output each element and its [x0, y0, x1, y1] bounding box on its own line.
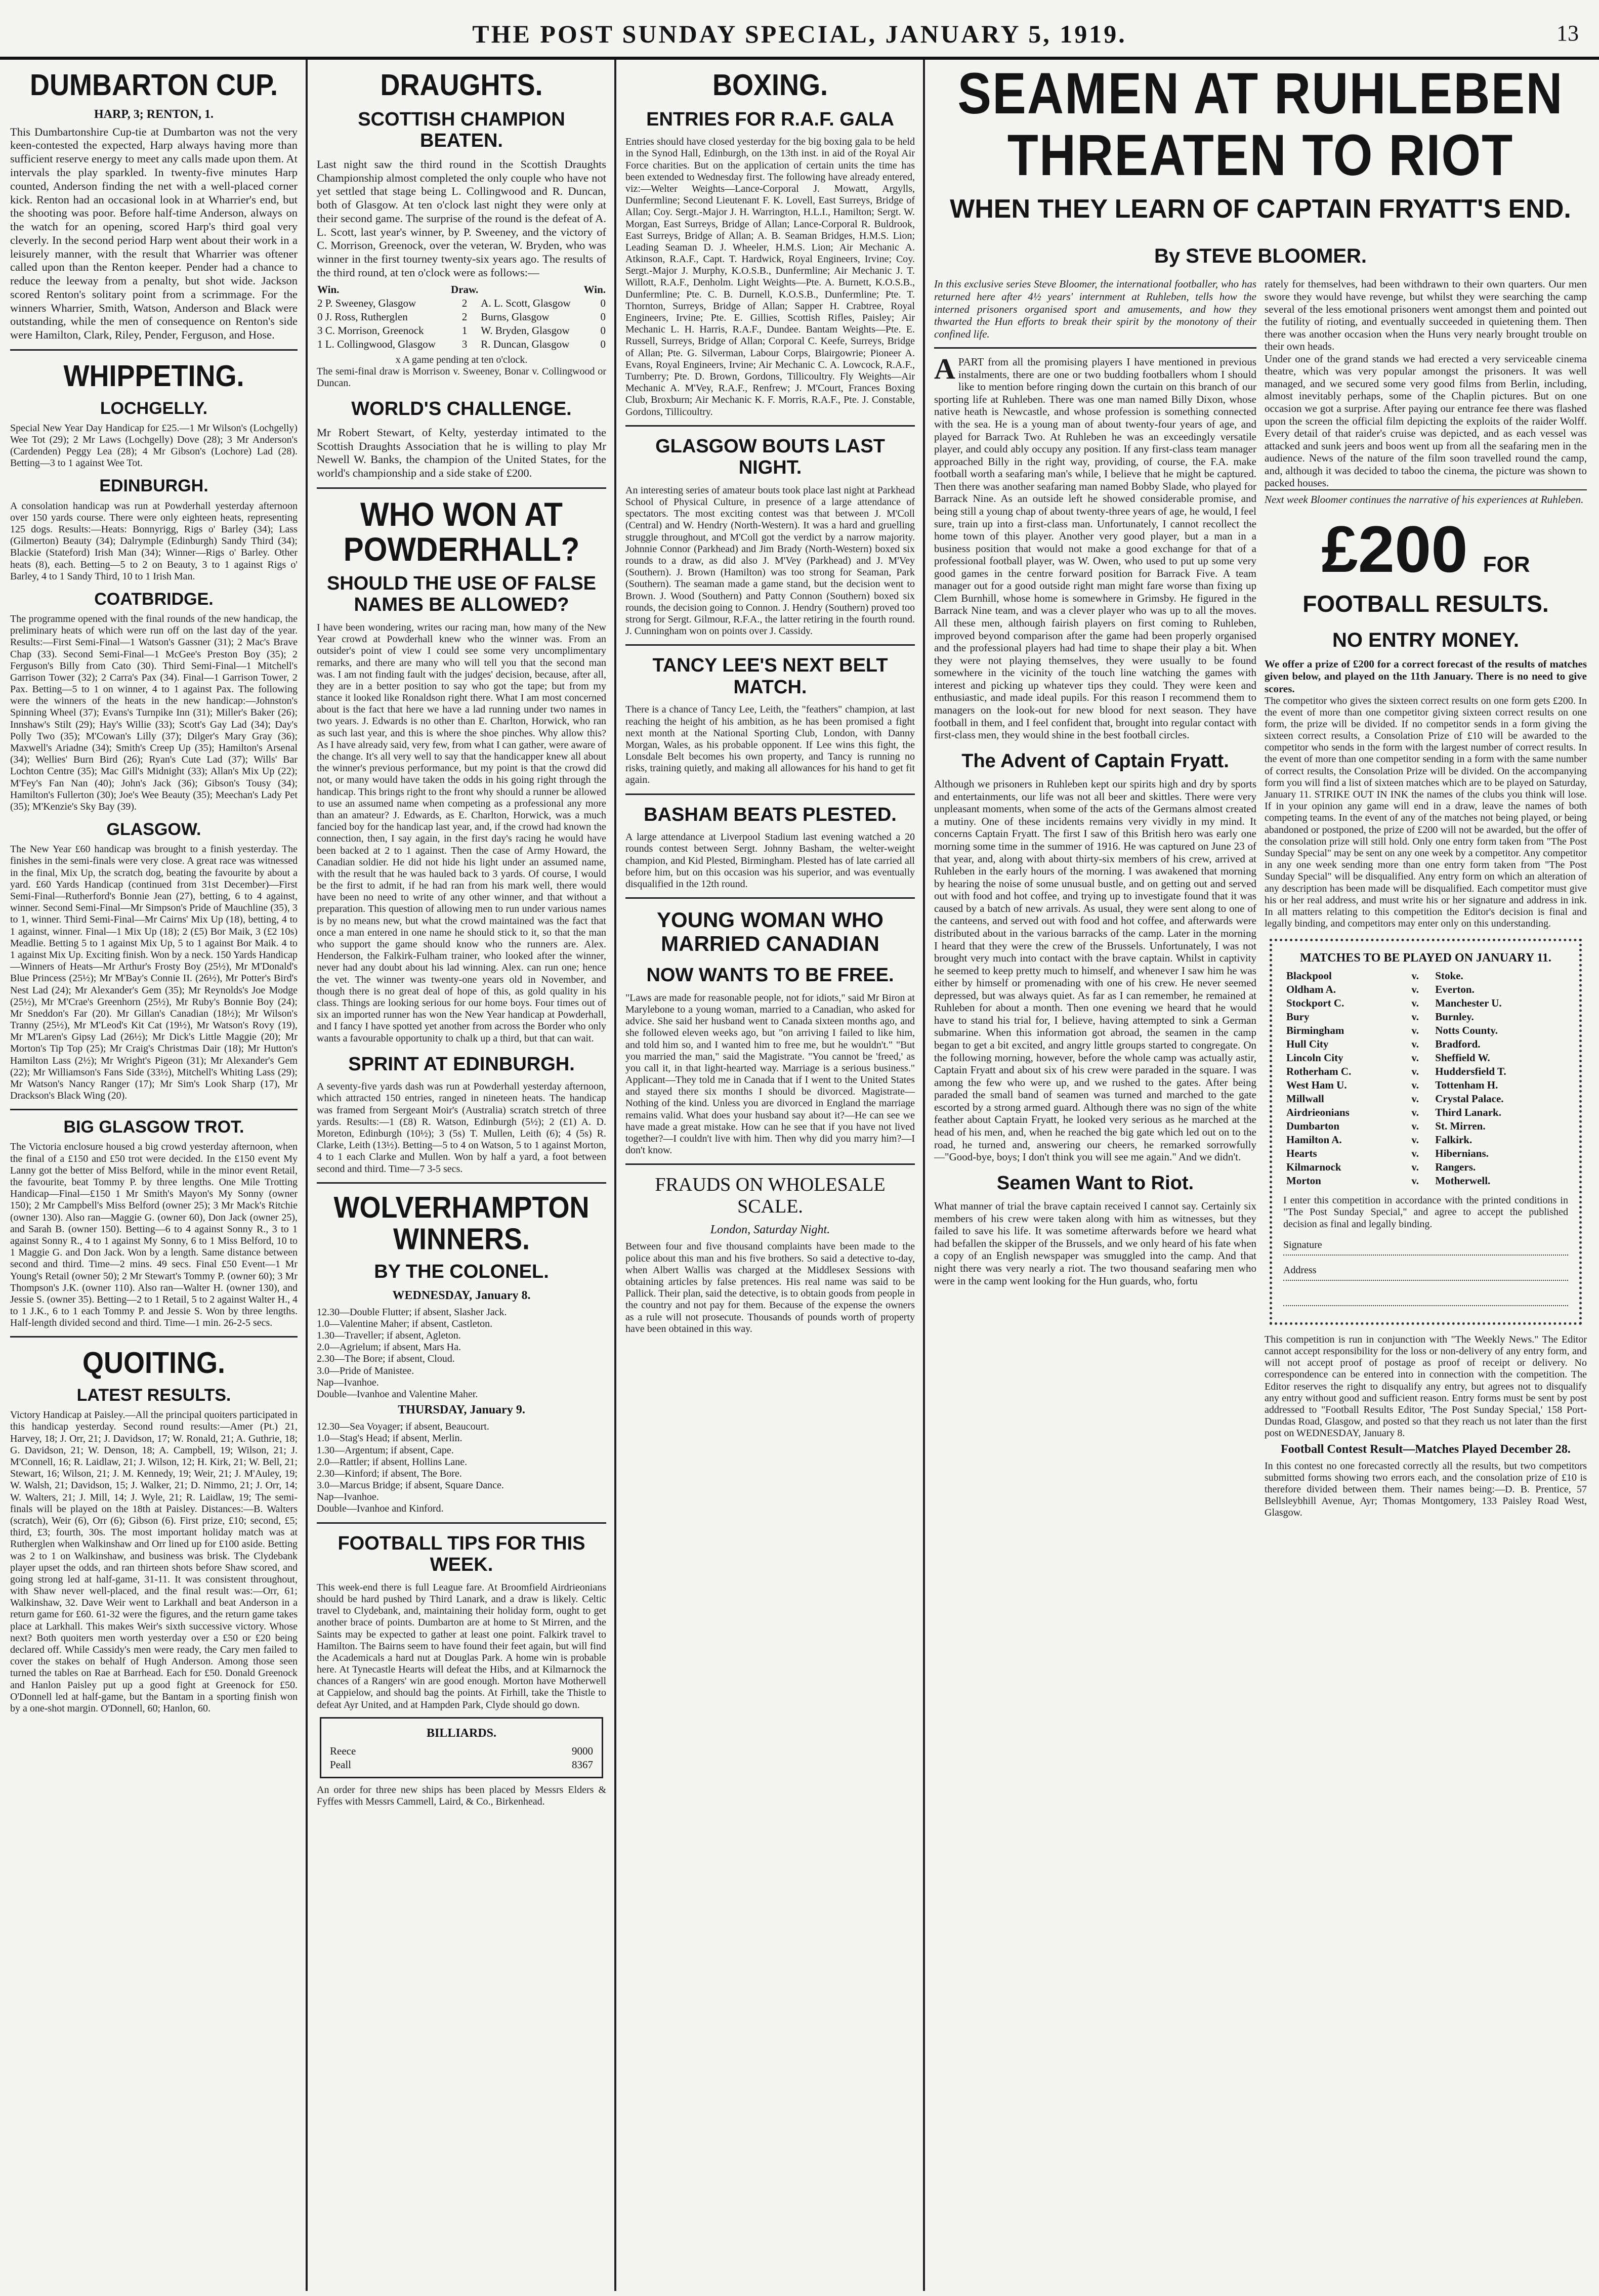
draughts-table-note: x A game pending at ten o'clock.: [395, 354, 528, 365]
wants-free-subheading: NOW WANTS TO BE FREE.: [646, 965, 894, 986]
no-entry-money-heading: NO ENTRY MONEY.: [1332, 629, 1519, 652]
match-row[interactable]: [1283, 1106, 1568, 1119]
match-row[interactable]: [1283, 1133, 1568, 1147]
page-number: 13: [1556, 21, 1579, 46]
frauds-article: Between four and five thousand complaints have been made to the police about this man and his five brothers. So said a detective to-day, when Albert Wallis was charged at the Middlesex Sessions with obtaining articles by false pretences. His real name was said to be Pallick. Their plan, said the detective, is to obtain goods from people in the country and not pay for them. Because of the expense the owners as a rule will not prosecute. Thousands of pounds worth of property have been obtained in this way.: [625, 1241, 915, 1334]
advent-heading: The Advent of Captain Fryatt.: [961, 750, 1229, 772]
versus: v.: [1411, 1011, 1419, 1023]
divider: [317, 1522, 606, 1524]
headline-line: THREATEN TO RIOT: [1007, 122, 1514, 188]
coatbridge-heading: COATBRIDGE.: [94, 589, 214, 609]
divider: [625, 644, 915, 646]
table-cell: 1 L. Collingwood, Glasgow: [317, 338, 436, 350]
headline-line: SEAMEN AT RUHLEBEN: [957, 61, 1564, 127]
contest-result-heading: Football Contest Result—Matches Played December 28.: [1281, 1442, 1571, 1456]
home-team[interactable]: Birmingham: [1286, 1024, 1344, 1037]
whippeting-heading: WHIPPETING.: [63, 359, 244, 393]
match-row[interactable]: [1283, 1078, 1568, 1092]
selection-line: 1.0—Stag's Head; if absent, Merlin.: [317, 1433, 462, 1444]
table-cell: 9000: [572, 1744, 593, 1757]
away-team[interactable]: Manchester U.: [1435, 997, 1502, 1010]
prize-contest-panel: [1265, 512, 1587, 1519]
match-row[interactable]: [1283, 1147, 1568, 1160]
ruhleben-right-column: [1265, 278, 1587, 1519]
thursday-heading: THURSDAY, January 9.: [398, 1403, 525, 1417]
selection-line: 3.0—Pride of Manistee.: [317, 1365, 414, 1376]
ruhleben-headline: [934, 63, 1587, 186]
address-field-line[interactable]: [1283, 1290, 1568, 1306]
table-cell: A. L. Scott, Glasgow: [481, 297, 571, 309]
column-1: [3, 60, 305, 2291]
home-team[interactable]: Morton: [1286, 1175, 1321, 1187]
versus: v.: [1411, 1134, 1419, 1146]
table-cell: 0 J. Ross, Rutherglen: [317, 310, 408, 323]
table-header: Win.: [583, 283, 606, 296]
wednesday-heading: WEDNESDAY, January 8.: [392, 1288, 531, 1302]
away-team[interactable]: Bradford.: [1435, 1038, 1481, 1051]
frauds-dateline: London, Saturday Night.: [710, 1223, 830, 1237]
home-team[interactable]: Stockport C.: [1286, 997, 1344, 1010]
home-team[interactable]: Rotherham C.: [1286, 1065, 1352, 1078]
selection-line: Double—Ivanhoe and Valentine Maher.: [317, 1388, 478, 1400]
matches-heading: MATCHES TO BE PLAYED ON JANUARY 11.: [1300, 951, 1551, 965]
selection-line: Nap—Ivanhoe.: [317, 1376, 379, 1388]
next-week-note: Next week Bloomer continues the narrative of his experiences at Ruhleben.: [1265, 489, 1587, 506]
home-team[interactable]: Blackpool: [1286, 970, 1332, 982]
versus: v.: [1411, 1175, 1419, 1187]
ruhleben-continued-top: rately for themselves, had been withdrawn to their own quarters. Our men swore they would have revenge, but whilst they were searching the camp several of the less emotional prisoners went amongst them and pointed out the futility of rioting, and eventually succeeded in quietening them. Then there was another occasion when the Huns very nearly brought trouble on their own heads.: [1265, 278, 1587, 353]
versus: v.: [1411, 1038, 1419, 1051]
away-team[interactable]: Falkirk.: [1435, 1134, 1472, 1146]
draughts-article: Last night saw the third round in the Scottish Draughts Championship almost completed the only couple who have not yet settled that stage being L. Collingwood and R. Duncan, both of Glasgow. At ten o'clock last night they were only at their second game. The surprise of the round is the defeat of A. L. Scott, last year's winner, by P. Sweeney, and the victory of C. Morrison, Greenock, over the veteran, W. Bryden, who was winner in the first tourney twenty-six years ago. The results of the third round, at ten o'clock were as follows:—: [317, 157, 606, 279]
young-woman-article: "Laws are made for reasonable people, not for idiots," said Mr Biron at Marylebone to a young woman, married to a Canadian, who asked for advice. She said her husband went to Canada sixteen months ago, and she followed eleven weeks ago, but "on arriving I failed to like him, and told him so, and I wanted him to free me, but he wouldn't." "But you married the man," said the Magistrate. "You cannot be 'freed,' as you call it, in that light-hearted way. Marriage is a serious business." Applicant—They told me in Canada that if I went to the United States and stayed there six months I should be divorced. Magistrate—Nothing of the kind. Unless you are divorced in England the marriage remains valid. What does your husband say about it?—He can see we have made a great mistake. How can he see that if you have not lived together?—I couldn't live with him. Then why did you marry him?—I don't know.: [625, 992, 915, 1156]
glasgow-article: The New Year £60 handicap was brought to a finish yesterday. The finishes in the semi-finals were very close. A great race was witnessed in the final, Mix Up, the scratch dog, beating the favourite by about a yard. £60 Yards Handicap (continued from 31st December)—First Semi-Final—Rutherford's Bonnie Jean (27), betting, 6 to 4 against, winner. Second Semi-Final—Mr Simpson's Pride of Mauchline (35), 3 to 1, winner. Third Semi-Final—Mr Cairns' Mix Up (18), betting, 4 to 1 against, winner. Final—1 Mix Up (18); 2 (£5) Bor Maik, 3 (£2 10s) Meadlie. Betting 5 to 1 against Mix Up, 5 to 1 against Bor Maik. 4 to 1 against Mix Up. Exciting finish. Won by a neck. 150 Yards Handicap—Winners of Heats—Mr Arthur's Frosty Boy (25½), Mr M'Donald's Blue Princess (25½); Mr M'Bay's Connie II. (26½), Mr Potter's Bird's Nest Lad (24); Mr Alexander's Gem (35); Mr Reynolds's Joe Modge (25½), Mr M'Crae's Greenhorn (25½), Mr Ruby's Bonnie Boy (24); Mr Sneddon's Far (20). Mr Gillan's Canadian (18½); Mr Wilson's Tranny (25½), Mr M'Leod's Kit Cat (19½), Mr Watson's Rovy (19), Mr M'Laren's Gipsy Lad (26½); Mr Dick's Little Maggie (20); Mr Morton's Tip Top (25); Mr Craig's Christmas Dair (18); Mr Hutton's Hamilton Lass (2½); Mr Wright's Pigeon (31); Mr Alexander's Gem (22); Mr Williamson's Fans Side (33½), Mitchell's Whiting Lass (29); Mr Watson's Nancy Ranger (17); Mr Sim's Look Sharp (17), Mr Drackson's Black Wing (20).: [10, 844, 298, 1102]
match-row[interactable]: [1283, 983, 1568, 996]
home-team[interactable]: Lincoln City: [1286, 1052, 1343, 1064]
coatbridge-article: The programme opened with the final rounds of the new handicap, the preliminary heats of which were run off on the last day of the year. Results:—First Semi-Final—1 Watson's Gassner (31); 2 Mac's Brave Chap (33). Second Semi-Final—1 McGee's Preston Boy (35); 2 Ferguson's Billy from Cato (30). Third Semi-Final—1 Mitchell's Garrison Tower (32); 2 Carra's Pax (34). Final—1 Garrison Tower, 2 Pax. Betting—5 to 1 on winner, 4 to 1 against Pax. The following were the winners of the heats in the new handicap:—Johnston's Spinning Wheel (37); Evans's Turnpike Inn (31); Miller's Baker (26); Innshaw's Stilt (29); Hay's Willie (33); Scott's Gay Lad (34); Day's Polly Two (35); M'Cowan's Lilly (37); Dilger's Mary Gray (36); Maxwell's Ariadne (34); Smith's Creep Up (35); Hamilton's Arsenal (34); Wellies' Burn Bird (26); Ryan's Cute Lad (37); Wills' Bar Lochton Centre (35); Mac Gill's Midnight (33); Allan's Mix Up (22); M'Fey's Fan Nan (40); John's Jack (36); Gibson's Tousy (34); Hamilton's Fullerton (30); Joe's Wee Beauty (35); Meechan's Lady Pet (35); M'Kenzie's Sky Bay (39).: [10, 613, 298, 812]
billiards-table: [329, 1744, 594, 1772]
newspaper-title: THE POST SUNDAY SPECIAL, JANUARY 5, 1919.: [472, 20, 1127, 48]
selection-line: 1.30—Argentum; if absent, Cape.: [317, 1444, 454, 1456]
glasgow-heading: GLASGOW.: [106, 820, 201, 840]
ruhleben-intro: In this exclusive series Steve Bloomer, the international footballer, who has returned here after 4½ years' internment at Ruhleben, tells how the interned prisoners organised sport and amusements, and how they thwarted the Hun efforts to break their spirit by the monotony of their confined life.: [934, 278, 1256, 340]
versus: v.: [1411, 1161, 1419, 1174]
ruhleben-article-part3: What manner of trial the brave captain received I cannot say. Certainly six members of his crew were taken along with him as witnesses, but they failed to save his life. It was sometime afterwards before we heard what had befallen the skipper of the Brussels, and we only heard of his fate when a copy of an English newspaper was smuggled into the camp. And that night there was very nearly a riot. The two thousand seafaring men who were in the camp went looking for the Hun guards, who, fortu: [934, 1200, 1256, 1287]
versus: v.: [1411, 1065, 1419, 1078]
ruhleben-cinema-text: Under one of the grand stands we had erected a very serviceable cinema theatre, which was very popular amongst the prisoners. It was well managed, and we secured some very good films from Berlin, including, almost inevitably perhaps, some of the Chaplin pictures. But on one occasion we got a surprise. After paying our entrance fee there was flashed upon the screen the official film depicting the exploits of the raider Wolff. Every detail of that raider's cruise was depicted, and as each vessel was attacked and sunk jeers and boos went up from all the seafaring men in the audience. News of the nature of the film soon travelled round the camp, and, although it was decided to taboo the cinema, the picture was shown to packed houses.: [1265, 352, 1587, 489]
ruhleben-left-column: [934, 278, 1256, 1519]
away-team[interactable]: Crystal Palace.: [1435, 1093, 1504, 1105]
divider: [317, 487, 606, 489]
selection-line: 2.30—The Bore; if absent, Cloud.: [317, 1353, 455, 1365]
versus: v.: [1411, 970, 1419, 982]
frauds-heading: FRAUDS ON WHOLESALE SCALE.: [655, 1174, 886, 1217]
billiards-heading: BILLIARDS.: [426, 1726, 497, 1740]
away-team[interactable]: Rangers.: [1435, 1161, 1476, 1174]
sprint-article: A seventy-five yards dash was run at Powderhall yesterday afternoon, which attracted 150 entries, ranged in nineteen heats. The handicap was framed from Sergeant Moir's (Australia) scratch stretch of three yards. Results:—1 (£8) R. Watson, Edinburgh (5½); 2 (£1) A. D. Moreton, Edinburgh (10½); 3 (5s) T. Mullen, Leith (6); 4 (5s) R. Clarke, Leith (13½). Betting—5 to 4 on Watson, 5 to 1 against Morton, 4 to 1 each Clarke and Mullen. Won by half a yard, a foot between second and third. Time—7 3-5 secs.: [317, 1081, 606, 1175]
table-cell: 2 P. Sweeney, Glasgow: [317, 297, 416, 309]
home-team[interactable]: Bury: [1286, 1011, 1310, 1023]
lochgelly-article: Special New Year Day Handicap for £25.—1 Mr Wilson's (Lochgelly) Wee Tot (29); 2 Mr Laws (Lochgelly) Dove (28); 3 Mr Anderson's (Cardenden) Peggy Lea (28); 4 Mr Gibson's (Lochore) Lad (28). Betting—3 to 1 against Wee Tot.: [10, 422, 298, 469]
worlds-challenge-heading: WORLD'S CHALLENGE.: [351, 398, 572, 420]
table-row: [329, 1758, 594, 1772]
prize-for-text: FOR: [1483, 552, 1530, 577]
draughts-subheading: SCOTTISH CHAMPION BEATEN.: [358, 108, 565, 152]
match-row[interactable]: [1283, 1092, 1568, 1106]
selection-line: 1.30—Traveller; if absent, Agleton.: [317, 1330, 461, 1342]
table-cell: 0: [600, 324, 606, 337]
billiards-box: [320, 1717, 603, 1778]
football-results-heading: FOOTBALL RESULTS.: [1302, 590, 1549, 617]
draughts-semi-final-note: The semi-final draw is Morrison v. Sweeney, Bonar v. Collingwood or Duncan.: [317, 365, 606, 389]
divider: [10, 1109, 298, 1110]
trot-article: The Victoria enclosure housed a big crowd yesterday afternoon, when the final of a £150 and £50 trot were decided. In the £150 event My Lanny got the better of Miss Belford, while in the minor event Retail, the favourite, beat Tommy P. by three lengths. One Mile Trotting Handicap—Final—£150 1 Mr Smith's Mayon's My Sonny (owner 150); 2 Mr Campbell's Miss Belford (owner 25); 3 Mr Mack's Ritchie (owner 130). Also ran—Maggie G. (owner 60), Don Jack (owner 25), and Sarah B. (owner 150). Betting—6 to 4 against Sonny R., 3 to 1 against Sonny R., 4 to 1 against My Sonny, 6 to 1 Miss Belford, 10 to 1 Maggie G. and Don Jack. Won by a length. Same distance between second and third. Time—2 mins. 49 secs. Final £50 Event—1 Mr Young's Retail (owner 50); 2 Mr Stewart's Tommy P. (owner 60); 3 Mr Thompson's J.K. (owner 110). Also ran—Walter H. (owner 130), and Jessie S. (owner 35). Betting—2 to 1 Retail, 5 to 2 against Walter H., 4 to 1 J.K., 6 to 1 each Tommy P. and Jessie S. Won by three lengths. Half-length divided second and third. Time—1 min. 26-2-5 secs.: [10, 1141, 298, 1329]
selection-line: 3.0—Marcus Bridge; if absent, Square Dance.: [317, 1480, 504, 1491]
home-team[interactable]: Hearts: [1286, 1147, 1317, 1160]
home-team[interactable]: Dumbarton: [1286, 1120, 1340, 1133]
column-2: [310, 60, 613, 2291]
table-header: Draw.: [451, 283, 479, 296]
table-cell: 3 C. Morrison, Greenock: [317, 324, 424, 337]
dumbarton-cup-heading: DUMBARTON CUP.: [29, 68, 278, 102]
ships-order-article: An order for three new ships has been placed by Messrs Elders & Fyffes with Messrs Cammell, Laird, & Co., Birkenhead.: [317, 1784, 606, 1807]
selection-line: Double—Ivanhoe and Kinford.: [317, 1503, 444, 1515]
ruhleben-body: [934, 278, 1587, 1519]
raf-gala-article: Entries should have closed yesterday for the big boxing gala to be held in the Synod Hall, Edinburgh, on the 13th inst. in aid of the Royal Air Force charities. But on the application of certain units the time has been extended to Wednesday first. The following have already entered, viz:—Welter Weights—Lance-Corporal J. Mowatt, Argylls, Dunfermline; Second Lieutenant F. K. Lovell, East Surreys, Bridge of Allan; Coy. Sergt.-Major J. H. Warrington, H.L.I., Hamilton; Sergt. W. Morgan, East Surreys, Bridge of Allan; Lance-Corporal R. Buldrook, East Surreys, Bridge of Allan; A. B. Seaman Bridges, H.M.S. Lion; Leading Seaman D. J. Wheeler, H.M.S. Lion; Air Mechanic A. Atkinson, R.A.F., Capt. T. Hardwick, Royal Engineers, Irvine; Coy. Sergt.-Major J. Murphy, K.O.S.B., Dunfermline; Air Mechanic J. T. Willott, R.A.F., Denholm. Light Weights—Pte. A. Burnett, K.O.S.B., Dunfermline; Pte. C. B. Durnell, K.O.S.B., Dunfermline; Pte. T. Thornton, Surreys, Bridge of Allan; Sapper H. Crabtree, Royal Engineers, Irvine; Pte. E. Gillies, Scottish Rifles, Paisley; Air Mechanic L. H. Harris, R.A.F., Dundee. Bantam Weights—Pte. E. Russell, Surreys, Bridge of Allan; Corporal C. Keefe, Surreys, Bridge of Allan; Pte. G. Silverman, Labour Corps, Blairgowrie; Pioneer A. Evans, Royal Engineers, Irvine; Air Mechanic C. A. Lowcock, R.A.F., Turnberry; Pte. D. Brown, Gordons, Tillicoultry. Fly Weights—Air Mechanic A. M'Vey, R.A.F., Renfrew; J. M'Court, Frances Boxing Club, Broxburn; Air Mechanic K. F. Morris, R.A.F., Pte. J. Constable, Gordons, Tillicoultry.: [625, 136, 915, 418]
versus: v.: [1411, 1052, 1419, 1064]
match-row[interactable]: [1283, 1119, 1568, 1133]
table-cell: 8367: [572, 1758, 593, 1771]
table-cell: Burns, Glasgow: [481, 310, 550, 323]
prize-heading: [1265, 512, 1587, 586]
draughts-heading: DRAUGHTS.: [380, 68, 543, 102]
prize-offer-text: We offer a prize of £200 for a correct forecast of the results of matches given below, and played on the 11th January. There is no need to give scores.: [1265, 657, 1587, 695]
divider: [625, 897, 915, 899]
table-cell: 0: [600, 338, 606, 350]
divider: [625, 425, 915, 427]
versus: v.: [1411, 1024, 1419, 1037]
entry-form: [1270, 939, 1582, 1325]
worlds-challenge-article: Mr Robert Stewart, of Kelty, yesterday intimated to the Scottish Draughts Association that he is willing to play Mr Newell W. Banks, the champion of the United States, for the world's championship and a side stake of £200.: [317, 426, 606, 480]
away-team[interactable]: Motherwell.: [1435, 1175, 1491, 1187]
powderhall-article: I have been wondering, writes our racing man, how many of the New Year crowd at Powderhall knew who the winner was. From an outsider's point of view I could see some very uncomplimentary remarks, and there are many who will tell you that the second man was. I am not finding fault with the judges' decision, because, after all, they are in a better position to say who got the tape; but from my stance it looked like Ronaldson right there. What I am most concerned about is the fact that here we have a lad running under two names in two years. J. Edwards is no other than E. Charlton, Horwick, who ran as such last year, and this is where the shoe pinches. Why allow this? As I have already said, very few, from what I can gather, were aware of the change. It's all very well to say that the handicapper knew all about the winner's previous performance, but my point is that the crowd did not, or many would have taken the odds in his going right through the handicap. This brings right to the front why should a runner be allowed to use an assumed name when competing as a professional any more than an amateur? J. Edwards, as E. Charlton, Horwick, was a much fancied boy for the handicap last year, and, if the crowd had known the connection, then, I say again, in the first day's racing he would have been backed at 2 to 1 against. Then the case of Army Howard, the Canadian soldier. He did not hide his light under an assumed name, with the result that he was hauled back to 3 yards. Of course, I would be the first to admit, if he had ran from his mark well, there would have been no need to write of any other winner, and that without a preparation. This question of allowing men to run under various names is by no means new, but what the crowd maintained was the fact that once a man entered in one name he should stick to it, so that the man who support the game should know who the runners are. Alex. Henderson, the Falkirk-Fulham trainer, who looked after the winner, never had any doubt about his lad winning. Alex. can run one; hence the vet. The winner was twenty-one years old in November, and though there is no great deal of hope of this, as gold quality in his class. Things are looking serious for our home boys. Four times out of six an imported runner has won the New Year handicap at Powderhall, and I fancy I have spotted yet another from across the Border who only wants a favourable opportunity to chalk up a third, but that can wait.: [317, 621, 606, 1044]
selection-line: 12.30—Double Flutter; if absent, Slasher Jack.: [317, 1306, 507, 1318]
selection-line: 2.0—Rattler; if absent, Hollins Lane.: [317, 1456, 468, 1468]
home-team[interactable]: West Ham U.: [1286, 1079, 1347, 1092]
prize-amount: £200: [1321, 512, 1468, 586]
powderhall-subheading: SHOULD THE USE OF FALSE NAMES BE ALLOWED?: [326, 572, 597, 616]
match-row[interactable]: [1283, 1037, 1568, 1051]
edinburgh-heading: EDINBURGH.: [99, 476, 208, 496]
away-team[interactable]: Third Lanark.: [1435, 1106, 1501, 1119]
match-row[interactable]: [1283, 1010, 1568, 1024]
quoiting-article: Victory Handicap at Paisley.—All the principal quoiters participated in this handicap yesterday. Second round results:—Amer (Pt.) 21, Harvey, 18; J. Orr, 21; J. Davidson, 17; W. Ronald, 21; A. Guthrie, 18; G. Davidson, 21; W. Denson, 18; A. Campbell, 19; Wilson, 21; J. M'Connell, 16; R. Laidlaw, 21; J. Wilson, 12; H. Kirk, 21; W. Bell, 21; Stewart, 16; Wilson, 21; J. M. Kennedy, 19; Weir, 21; J. M'Auley, 19; W. Walsh, 21; Davidson, 15; J. Walker, 21; D. Nimmo, 21; J. Orr, 14; W. Walters, 21; J. Mill, 14; J. Wyle, 21; R. Laidlaw, 19; The semi-finals will be played on the 18th at Paisley. Distances:—B. Walters (scratch), Weir (6), Orr (6); Gibson (6). First prize, £10; second, £5; third, £3; fourth, 30s. The most important holiday match was at Rutherglen when Walkinshaw and Orr lined up for £100 aside. Betting was 2 to 1 on Walkinshaw, and business was brisk. The Clydebank player upset the odds, and ran thirteen shots before Shaw scored, and going strong led at half-game, 31-11. It was consistent throughout, with Shaw never well-placed, and the final result was:—Orr, 61; Walkinshaw, 32. Dave Weir went to Larkhall and beat Anderson in a return game for £60. 61-32 were the figures, and the return game takes place at Larkhall. This makes Weir's sixth successive victory. Whose next? Both quoiters men worth yesterday over a £50 or £20 being declared off. While Cassidy's men were ready, the Cary men failed to cover the stakes on behalf of Hugh Anderson. Among those seen turned the tables on Rae at Barrhead. Each for £50. Donald Greenock and Hanlon Paisley put up a good fight at Greenock for £50. O'Donnell led at half-game, but the Bantam in a sporting finish won by a one-shot margin. O'Donnell, 60; Hanlon, 60.: [10, 1409, 298, 1714]
table-cell: 0: [600, 297, 606, 309]
sprint-heading: SPRINT AT EDINBURGH.: [348, 1053, 575, 1075]
latest-results-heading: LATEST RESULTS.: [76, 1386, 231, 1405]
table-row: [317, 310, 606, 324]
powderhall-heading: WHO WON AT POWDERHALL?: [343, 495, 580, 568]
selection-line: 2.30—Kinford; if absent, The Bore.: [317, 1468, 462, 1479]
matches-table: [1283, 969, 1568, 1188]
versus: v.: [1411, 1106, 1419, 1119]
table-cell: 3: [461, 338, 468, 350]
table-cell: Peall: [330, 1758, 351, 1771]
versus: v.: [1411, 1093, 1419, 1105]
basham-article: A large attendance at Liverpool Stadium last evening watched a 20 rounds contest between Sergt. Johnny Basham, the welter-weight champion, and Kid Plested, Birmingham. Plested has of late carried all before him, but on this occasion was his superior, and was eventually disqualified in the 12th round.: [625, 831, 915, 890]
away-team[interactable]: Sheffield W.: [1435, 1052, 1490, 1064]
basham-heading: BASHAM BEATS PLESTED.: [644, 804, 897, 825]
column-divider: [614, 60, 616, 2291]
wolverhampton-heading: WOLVERHAMPTON WINNERS.: [333, 1190, 590, 1256]
divider: [10, 1336, 298, 1338]
lochgelly-heading: LOCHGELLY.: [100, 398, 208, 418]
table-cell: 1: [461, 324, 468, 337]
away-team[interactable]: Hibernians.: [1435, 1147, 1489, 1160]
dumbarton-result: HARP, 3; RENTON, 1.: [94, 107, 214, 121]
home-team[interactable]: Millwall: [1286, 1093, 1324, 1105]
table-row: [317, 338, 606, 351]
match-row[interactable]: [1283, 1160, 1568, 1174]
divider: [10, 349, 298, 351]
ruhleben-article-part2: Although we prisoners in Ruhleben kept our spirits high and dry by sports and entertainments, our life was not all beer and skittles. There were very unpleasant moments, when some of the acts of the Germans almost created a mutiny. One of these incidents remains very vividly in my mind. It concerns Captain Fryatt. The first I saw of this British hero was early one morning some time in the summer of 1916. He was captured on June 23 of that year, and, along with about thirty-six members of his crew, arrived at Ruhleben in the early hours of the morning. I was awakened that morning by hearing the noise of some unusual bustle, and on getting out and served out with food and hot coffee, and trying up to investigate found that it was caused by a batch of new arrivals. As usual, they were sent along to one of the canteens, and served out with food and hot coffee, and afterwards were distributed about in the various barracks of the camp. Later in the morning I heard that they were the crew of the Brussels. Unfortunately, I was not brought very much into contact with the brave captain. Whilst in captivity he seemed to keep pretty much to himself, and whenever I saw him he was either by himself or promenading with one of his crew. He never seemed depressed, but was always quiet. As far as I can remember, he remained at Ruhleben for about a month. Then one evening we heard that he would have to stand his trial for, I believe, having attempted to sink a German submarine. When this information got abroad, the seamen in the camp began to get a bit excited, and angry little groups started to congregate. On the following morning, however, before the whole camp was actually astir, Captain Fryatt and about six of his crew were paraded in the square. I was among the few who were up, and we rushed to the gates. After being paraded the small band of seamen was turned and marched to the gate escorted by a strong armed guard. Although there was no sign of the white feather about Captain Fryatt, he looked very serious as he marched at the head of his men, and, when he reached the big gate which led out on to the road, he turned and, answering our cheers, he remarked sorrowfully—"Good-bye, boys; I don't think you will see me again." And we didn't.: [934, 778, 1256, 1163]
raf-gala-heading: ENTRIES FOR R.A.F. GALA: [646, 108, 894, 130]
selection-line: 2.0—Agrielum; if absent, Mars Ha.: [317, 1342, 461, 1353]
table-cell: Reece: [330, 1744, 356, 1757]
home-team[interactable]: Hamilton A.: [1286, 1134, 1342, 1146]
divider: [625, 794, 915, 795]
tancy-lee-article: There is a chance of Tancy Lee, Leith, the "feathers" champion, at last reaching the height of his ambition, as he has been promised a fight next month at the National Sporting Club, London, with Danny Morgan, Wales, as his probable opponent. If Lee wins this fight, the Lonsdale Belt becomes his own property, and Tancy is running no risks, training quietly, and making all allowances for his hand to get fit again.: [625, 704, 915, 786]
column-divider: [923, 60, 925, 2291]
match-row[interactable]: [1283, 1051, 1568, 1065]
away-team[interactable]: Notts County.: [1435, 1024, 1498, 1037]
divider: [934, 347, 1256, 349]
address-field[interactable]: [1283, 1265, 1568, 1281]
away-team[interactable]: Everton.: [1435, 983, 1475, 996]
table-row: [317, 324, 606, 338]
selection-line: Nap—Ivanhoe.: [317, 1491, 379, 1503]
versus: v.: [1411, 983, 1419, 996]
young-woman-heading: YOUNG WOMAN WHO MARRIED CANADIAN: [657, 908, 883, 956]
selection-line: 1.0—Valentine Maher; if absent, Castleton.: [317, 1318, 493, 1329]
versus: v.: [1411, 1147, 1419, 1160]
away-team[interactable]: Burnley.: [1435, 1011, 1474, 1023]
versus: v.: [1411, 1079, 1419, 1092]
byline: By STEVE BLOOMER.: [1154, 245, 1367, 268]
glasgow-bouts-heading: GLASGOW BOUTS LAST NIGHT.: [655, 435, 885, 479]
home-team[interactable]: Oldham A.: [1286, 983, 1336, 996]
table-cell: 2: [461, 297, 468, 309]
entry-agreement: I enter this competition in accordance with the printed conditions in "The Post Sunday Special," and agree to accept the published decision as final and legally binding.: [1283, 1195, 1568, 1230]
column-4: [927, 60, 1594, 2291]
away-team[interactable]: Huddersfield T.: [1435, 1065, 1506, 1078]
contest-result-text: In this contest no one forecasted correctly all the results, but two competitors submitted forms showing two errors each, and the consolation prize of £10 is therefore divided between them. Their names being:—D. B. Prentice, 57 Bellsleybhill Avenue, Ayr; Thomas Montgomery, 133 Paisley Road West, Glasgow.: [1265, 1460, 1587, 1519]
match-row[interactable]: [1283, 1024, 1568, 1037]
seamen-riot-heading: Seamen Want to Riot.: [996, 1172, 1194, 1194]
away-team[interactable]: St. Mirren.: [1435, 1120, 1486, 1133]
ruhleben-article-part1: APART from all the promising players I have mentioned in previous instalments, there are one or two budding footballers whom I should like to mention before ringing down the curtain on this branch of our sporting life at Ruhleben. There was one man named Billy Dixon, whose native heath is Newcastle, and whose profession is something connected with the sea. He is a young man of about twenty-four years of age, and played for Barrack Two. At Ruhleben he was an exceedingly versatile player, and could ably occupy any position. If any first-class team manager approached Billy in the right way, providing, of course, the F.A. make football worth a seafaring man's while, I believe that he might be captured. Then there was another seafaring man named Bobby Slade, who played for Barrack Nine. As an outside left he showed considerable promise, and being still a young chap of about twenty-three years of age, he would, I feel sure, train up into a first-class man. Unfortunately, I cannot recollect the home town of this player. Another very good player, but a man in a business position that would not make a good exchange for that of a professional football player, was W. Owen, who used to put up some very good games in the centre forward position for Barrack Five. A team manager out for a good outside right man might fare worse than fixing up Clem Burnhill, whose home is somewhere in Grimsby. He figured in the Barrack Nine team, and was a clever player who was up to all the moves. All these men, although fairish players on first coming to Ruhleben, improved beyond comparison after the game had been properly organised and the professional players had had time to shape their play a bit. When they were not playing themselves, they were usually to be found somewhere in the vicinity of the touch line watching the games with interest and picking up whatever tips they could. They were keen and enthusiastic, and made ideal pupils. For this reason I recommend them to managers on the look-out for new blood for next season. They have football in them, and I feel confident that, brought into regular contact with first-class men, they would shine in the best football circles.: [934, 352, 1256, 741]
selection-line: 12.30—Sea Voyager; if absent, Beaucourt.: [317, 1421, 489, 1433]
glasgow-bouts-article: An interesting series of amateur bouts took place last night at Parkhead School of Physical Culture, in presence of a large attendance of spectators. The most exciting contest was that between J. M'Coll (Central) and W. Hendry (North-Western). It was a hard and gruelling struggle throughout, and M'Coll got the verdict by a narrow majority. Johnnie Connor (Parkhead) and Jim Brady (North-Western) boxed six rounds to a draw, as did also J. M'Vey (Parkhead) and J. M'Vey (Southern). J. Brown (Hamilton) was too strong for Seaman, Park (Southern). The seaman made a game stand, but the decision went to Brown. J. Wood (Southern) and Patty Connon (Southern) boxed six rounds, the decision going to Connon. J. Hendry (Southern) proved too strong for Sergt. Gilmour, R.F.A., the latter retiring in the fourth round. J. Cunningham won on points over J. Cassidy.: [625, 484, 915, 637]
table-header: Win.: [317, 283, 340, 296]
contest-conditions: This competition is run in conjunction with "The Weekly News." The Editor cannot accept responsibility for the loss or non-delivery of any entry form, and will not accept proof of postage as proof of receipt or delivery. No correspondence can be entered into in connection with the competition. The Editor reserves the right to disqualify any entry, but agrees not to disqualify any entry without good and sufficient reason. Entry forms must be sent by post addressed to "Football Results Editor, 'The Post Sunday Special,' 158 Port-Dundas Road, Glasgow, and posted so that they reach us not later than the first post on WEDNESDAY, January 8.: [1265, 1333, 1587, 1439]
signature-field[interactable]: [1283, 1239, 1568, 1256]
address-label: Address: [1283, 1264, 1317, 1276]
trot-heading: BIG GLASGOW TROT.: [63, 1117, 244, 1137]
away-team[interactable]: Stoke.: [1435, 970, 1463, 982]
away-team[interactable]: Tottenham H.: [1435, 1079, 1498, 1092]
divider: [317, 1182, 606, 1184]
contest-rules: The competitor who gives the sixteen correct results on one form gets £200. In the event of more than one competitor giving sixteen correct results on one form, the prize will be divided. If no competitor sends in a form giving the sixteen correct results, a Consolation Prize of £10 will be awarded to the competitor who sends in the form with the largest number of correct results. In the event of more than one competitor sending in a form with the same number of correct results, the Consolation Prize will be divided. On the accompanying form you will find a list of sixteen matches which are to be played on Saturday, January 11. STRIKE OUT IN INK the names of the clubs you think will lose. If in your opinion any game will end in a draw, leave the names of both competing teams. In the event of any of the matches not being played, or being abandoned or postponed, the prize of £200 will not be awarded, but the offer of the consolation prize will still hold. Only one entry form taken from "The Post Sunday Special" may be sent on any one week by a competitor. Any competitor in any one week sending more than one entry form taken from "The Post Sunday Special" will be disqualified. Any entry form on which an alteration of any description has been made will be disqualified. Each competitor must give his or her real address, and must write his or her signature and address in ink. In all matters relating to this competition the Editor's decision is final and legally binding, and competitors may enter only on this understanding.: [1265, 695, 1587, 930]
table-row: [329, 1744, 594, 1758]
table-cell: W. Bryden, Glasgow: [481, 324, 570, 337]
home-team[interactable]: Airdrieonians: [1286, 1106, 1350, 1119]
match-row[interactable]: [1283, 969, 1568, 983]
column-3: [618, 60, 922, 2291]
tancy-lee-heading: TANCY LEE'S NEXT BELT MATCH.: [652, 655, 888, 698]
football-tips-article: This week-end there is full League fare. At Broomfield Airdrieonians should be hard pushed by Third Lanark, and a draw is likely. Celtic travel to Clydebank, and, maintaining their holiday form, ought to get another brace of points. Dumbarton are at home to St Mirren, and the Saints may be expected to gather at least one point. Falkirk travel to Hamilton. The Bairns seem to have found their feet again, but will find the Academicals a hard nut at Douglas Park. A home win is probable here. At Tynecastle Hearts will defeat the Hibs, and at Kilmarnock the chances of a Rangers' win are good enough. Morton have Motherwell at Cappielow, and should bag the points. At Firhill, take the Thistle to defeat Ayr United, and at Hampden Park, Clyde should go down.: [317, 1581, 606, 1710]
thursday-selections: [317, 1421, 606, 1515]
ruhleben-subheading: WHEN THEY LEARN OF CAPTAIN FRYATT'S END.: [950, 194, 1571, 224]
draughts-results-table: [317, 283, 606, 351]
table-cell: 0: [600, 310, 606, 323]
home-team[interactable]: Hull City: [1286, 1038, 1329, 1051]
colonel-subheading: BY THE COLONEL.: [374, 1261, 549, 1283]
masthead: [0, 0, 1599, 60]
quoiting-heading: QUOITING.: [82, 1346, 225, 1380]
match-row[interactable]: [1283, 996, 1568, 1010]
versus: v.: [1411, 1120, 1419, 1133]
match-row[interactable]: [1283, 1174, 1568, 1188]
column-divider: [306, 60, 308, 2291]
wednesday-selections: [317, 1307, 606, 1401]
signature-label: Signature: [1283, 1239, 1322, 1250]
table-cell: 2: [461, 310, 468, 323]
football-tips-heading: FOOTBALL TIPS FOR THIS WEEK.: [338, 1532, 585, 1576]
versus: v.: [1411, 997, 1419, 1010]
boxing-heading: BOXING.: [712, 68, 828, 102]
home-team[interactable]: Kilmarnock: [1286, 1161, 1341, 1174]
match-row[interactable]: [1283, 1065, 1568, 1078]
divider: [625, 1163, 915, 1165]
table-row: [317, 297, 606, 310]
edinburgh-article: A consolation handicap was run at Powderhall yesterday afternoon over 150 yards course. There were only eighteen heats, representing 125 dogs. Results:—Heats: Bonnyrigg, Rigs o' Barley (34); Lass (Gilmerton) Beauty (34); Dalrymple (Edinburgh) Sandy Third (34); Blackie (Stateford) Irish Man (34); Winner—Rigs o' Barley. Other heats (8), each. Betting—5 to 2 on Beauty, 3 to 1 against Rigs o' Barley, 4 to 1 Sandy Third, 10 to 1 Irish Man.: [10, 500, 298, 582]
dumbarton-article: This Dumbartonshire Cup-tie at Dumbarton was not the very keen-contested the expected, Harp always having more than sufficient reserve energy to meet any calls made upon them. At intervals the play sparkled. In twenty-five minutes Harp counted, Anderson finding the net with a well-placed corner kick. Renton had an occasional look in at Wharrier's end, but the shooting was poor. Before half-time Anderson, always on the watch for an opening, scored Harp's third goal very cleverly. In the second period Harp went about their work in a leisurely manner, with the result that Wharrier was oftener called upon than the Renton keeper. Pender had a chance to reduce the leeway from a penalty, but shot wide. Jackson scored Renton's solitary point from a scrimmage. For the winners Wharrier, Smith, Watson, Anderson and Black were outstanding, while the men of consequence on Renton's side were Hamilton, Clark, Riley, Pender, Ferguson, and Hose.: [10, 125, 298, 342]
table-cell: R. Duncan, Glasgow: [481, 338, 570, 350]
